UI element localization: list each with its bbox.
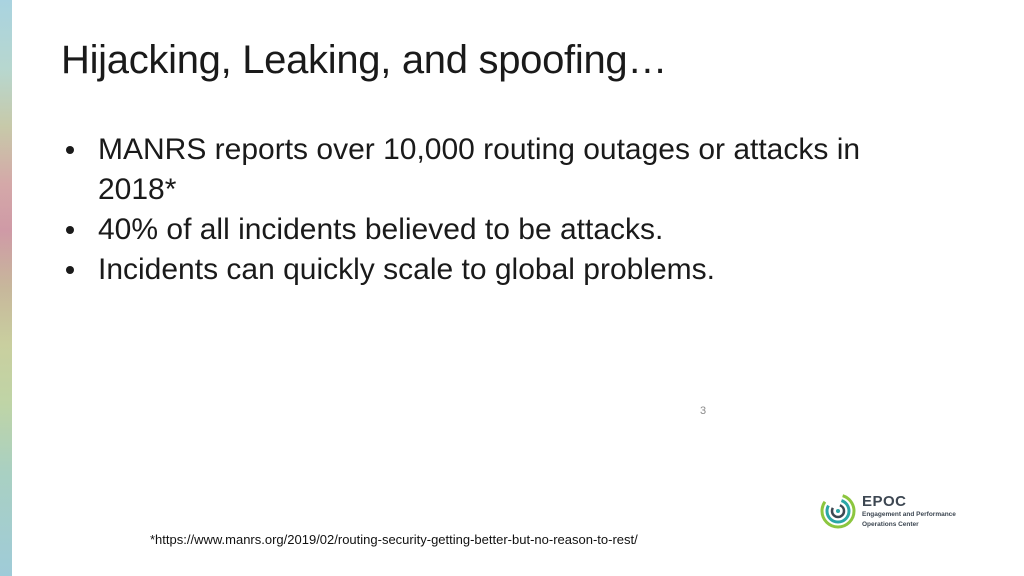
logo-subtitle-line2: Operations Center: [862, 520, 919, 528]
bullet-text: Incidents can quickly scale to global problems.: [98, 253, 715, 286]
bullet-item: [66, 250, 946, 290]
decorative-side-stripe: [0, 0, 12, 576]
epoc-logo: [820, 490, 956, 532]
bullet-text: 40% of all incidents believed to be attacks.: [98, 213, 664, 246]
bullet-dot-icon: [66, 146, 74, 154]
bullet-dot-icon: [66, 266, 74, 274]
epoc-swirl-icon: [820, 490, 856, 532]
footnote-link[interactable]: *https://www.manrs.org/2019/02/routing-security-getting-better-but-no-reason-to-rest/: [150, 532, 638, 547]
page-number: 3: [700, 405, 707, 417]
bullet-dot-icon: [66, 226, 74, 234]
logo-text: [862, 494, 956, 529]
bullet-list: [66, 130, 946, 290]
slide-title: Hijacking, Leaking, and spoofing…: [61, 38, 668, 82]
logo-subtitle-line1: Engagement and Performance: [862, 510, 956, 518]
bullet-item: [66, 130, 946, 210]
logo-name: EPOC: [862, 492, 907, 510]
bullet-text: MANRS reports over 10,000 routing outages or attacks in 2018*: [98, 133, 861, 206]
bullet-item: [66, 210, 946, 250]
